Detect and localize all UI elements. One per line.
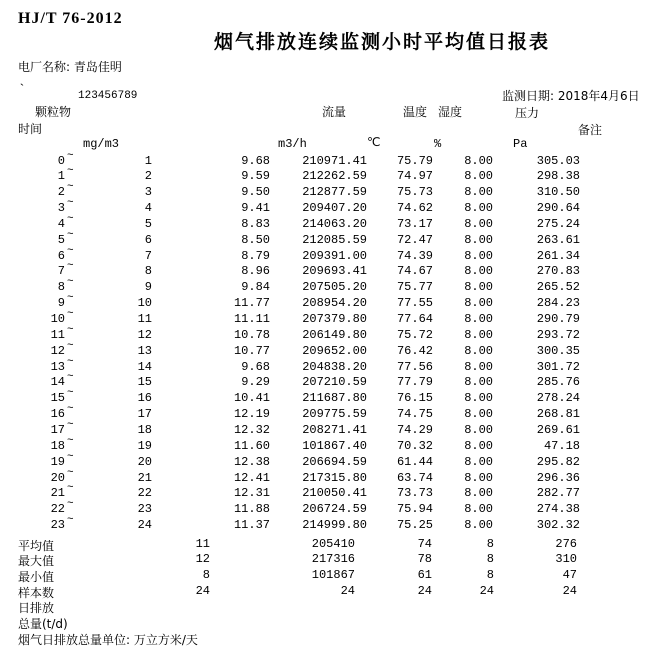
unit-note-value: 万立方米/天 [133, 633, 198, 647]
tilde-separator: ~ [67, 308, 74, 320]
temperature-value: 61.44 [396, 454, 433, 469]
table-row [0, 339, 664, 359]
temperature-value: 73.17 [396, 216, 433, 231]
hour-end: 2 [144, 169, 152, 184]
col-header-time: 时间 [18, 122, 43, 136]
summary-temperature: 61 [417, 568, 432, 583]
unit-humidity: % [434, 137, 442, 151]
hour-end: 18 [137, 422, 152, 437]
particulate-value: 9.41 [241, 201, 270, 216]
hour-end: 23 [137, 502, 152, 517]
flow-value: 217315.80 [302, 470, 367, 485]
summary-humidity: 8 [486, 568, 494, 583]
hour-start: 12 [50, 343, 65, 358]
tilde-separator: ~ [67, 450, 74, 463]
table-row [0, 355, 664, 375]
humidity-value: 8.00 [464, 169, 493, 184]
report-title: 烟气排放连续监测小时平均值日报表 [214, 31, 551, 53]
summary-temperature: 74 [417, 536, 432, 551]
summary-row [0, 552, 664, 567]
tilde-separator: ~ [67, 323, 74, 336]
col-header-particulate: 颗粒物 [35, 105, 72, 119]
particulate-value: 12.19 [233, 407, 270, 422]
col-header-flow: 流量 [322, 105, 347, 119]
flow-value: 212877.59 [302, 185, 367, 200]
temperature-value: 76.15 [396, 391, 433, 406]
hour-start: 7 [57, 264, 65, 279]
hour-start: 20 [50, 470, 65, 485]
temperature-value: 77.79 [396, 375, 433, 390]
table-row [0, 482, 664, 501]
standard-code: HJ/T 76-2012 [18, 10, 123, 27]
flow-value: 101867.40 [302, 438, 367, 453]
hour-start: 0 [57, 153, 65, 168]
flow-value: 211687.80 [302, 391, 367, 406]
summary-row [0, 584, 664, 599]
particulate-value: 10.78 [233, 327, 270, 342]
table-row [0, 260, 664, 279]
humidity-value: 8.00 [464, 407, 493, 422]
hour-end: 1 [144, 153, 152, 168]
particulate-value: 11.37 [233, 518, 270, 533]
hour-end: 9 [144, 280, 152, 295]
unit-temperature: ℃ [367, 135, 381, 149]
temperature-value: 74.67 [396, 264, 433, 279]
table-row [0, 149, 664, 169]
hour-end: 8 [144, 264, 152, 279]
table-row [0, 403, 664, 422]
table-row [0, 514, 664, 533]
pressure-value: 290.79 [536, 312, 580, 326]
hour-end: 16 [137, 391, 152, 406]
summary-pressure: 47 [562, 568, 577, 583]
hour-start: 11 [50, 327, 65, 342]
table-row [0, 418, 664, 438]
plant-name-line [18, 58, 122, 75]
pressure-value: 47.18 [543, 438, 580, 453]
humidity-value: 8.00 [464, 343, 493, 358]
humidity-value: 8.00 [464, 232, 493, 247]
summary-flow: 24 [340, 584, 355, 599]
hour-end: 24 [137, 518, 152, 533]
station-code: 123456789 [78, 90, 138, 102]
hour-start: 4 [57, 216, 65, 231]
table-row [0, 212, 664, 232]
flow-value: 209775.59 [302, 407, 367, 422]
pressure-value: 293.72 [536, 327, 580, 342]
unit-note-line [18, 631, 198, 648]
hour-end: 4 [144, 201, 152, 216]
flow-value: 206724.59 [302, 502, 367, 517]
hour-end: 14 [137, 359, 152, 374]
humidity-value: 8.00 [464, 438, 493, 453]
pressure-value: 261.34 [536, 248, 580, 263]
particulate-value: 9.59 [241, 169, 270, 184]
flow-value: 207210.59 [302, 375, 367, 390]
particulate-value: 12.41 [233, 470, 270, 485]
temperature-value: 76.42 [396, 343, 433, 358]
pressure-value: 268.81 [536, 407, 580, 422]
summary-temperature: 78 [417, 552, 432, 567]
monitor-date-label: 监测日期: [502, 89, 555, 103]
hour-start: 14 [50, 375, 65, 390]
particulate-value: 9.29 [241, 375, 270, 390]
table-row [0, 434, 664, 454]
flow-value: 207379.80 [302, 312, 367, 326]
particulate-value: 8.96 [241, 264, 270, 279]
pressure-value: 265.52 [536, 280, 580, 295]
hour-start: 13 [50, 359, 65, 374]
unit-particulate: mg/m3 [83, 137, 120, 151]
flow-value: 204838.20 [302, 359, 367, 374]
pressure-value: 278.24 [536, 391, 580, 406]
flow-value: 210050.41 [302, 486, 367, 501]
pressure-value: 275.24 [536, 216, 580, 231]
pressure-value: 296.36 [536, 470, 580, 485]
tilde-separator: ~ [67, 197, 74, 210]
summary-pressure: 276 [555, 536, 577, 551]
flow-value: 206694.59 [302, 454, 367, 469]
hour-start: 17 [50, 422, 65, 437]
hour-start: 5 [57, 232, 65, 247]
temperature-value: 77.64 [396, 312, 433, 326]
particulate-value: 9.50 [241, 185, 270, 200]
pressure-value: 269.61 [536, 422, 580, 437]
unit-flow: m3/h [278, 137, 307, 151]
hour-start: 3 [57, 201, 65, 216]
pressure-value: 284.23 [536, 296, 580, 311]
flow-value: 214999.80 [302, 518, 367, 533]
summary-flow: 205410 [311, 536, 355, 551]
humidity-value: 8.00 [464, 216, 493, 231]
summary-pressure: 310 [555, 552, 577, 567]
temperature-value: 77.56 [396, 359, 433, 374]
tilde-separator: ~ [67, 292, 74, 305]
humidity-value: 8.00 [464, 375, 493, 390]
temperature-value: 75.25 [396, 518, 433, 533]
flow-value: 209391.00 [302, 248, 367, 263]
tilde-separator: ~ [67, 260, 74, 273]
table-row [0, 450, 664, 470]
pressure-value: 290.64 [536, 201, 580, 216]
flow-value: 208271.41 [302, 422, 367, 437]
hour-end: 7 [144, 248, 152, 263]
plant-name-label: 电厂名称: [18, 60, 71, 74]
hour-start: 9 [57, 296, 65, 311]
col-header-humidity: 湿度 [438, 105, 463, 119]
tilde-separator: ~ [67, 498, 74, 511]
flow-value: 209407.20 [302, 201, 367, 216]
col-header-pressure: 压力 [515, 106, 540, 120]
summary-particulate: 12 [195, 552, 210, 567]
tilde-separator: ~ [67, 482, 74, 495]
table-row [0, 276, 664, 295]
particulate-value: 11.60 [233, 438, 270, 453]
temperature-value: 73.73 [396, 486, 433, 501]
temperature-value: 75.94 [396, 502, 433, 517]
humidity-value: 8.00 [464, 280, 493, 295]
hour-start: 6 [57, 248, 65, 263]
summary-humidity: 8 [486, 552, 494, 567]
humidity-value: 8.00 [464, 201, 493, 216]
hour-end: 3 [144, 185, 152, 200]
summary-particulate: 11 [195, 536, 210, 551]
tilde-separator: ~ [67, 228, 74, 241]
temperature-value: 75.79 [396, 153, 433, 168]
summary-humidity: 24 [479, 584, 494, 599]
hour-start: 16 [50, 407, 65, 422]
summary-label: 最大值 [18, 554, 55, 569]
pressure-value: 305.03 [536, 153, 580, 168]
tilde-separator: ~ [67, 212, 74, 225]
tilde-separator: ~ [67, 181, 74, 194]
flow-value: 210971.41 [302, 153, 367, 168]
particulate-value: 12.31 [233, 486, 270, 501]
humidity-value: 8.00 [464, 502, 493, 517]
flow-value: 208954.20 [302, 296, 367, 311]
humidity-value: 8.00 [464, 312, 493, 326]
humidity-value: 8.00 [464, 359, 493, 374]
hour-end: 11 [137, 312, 152, 326]
humidity-value: 8.00 [464, 470, 493, 485]
pressure-value: 285.76 [536, 375, 580, 390]
tilde-separator: ~ [67, 244, 74, 257]
tilde-separator: ~ [67, 466, 74, 479]
tilde-separator: ~ [67, 339, 74, 352]
pressure-value: 300.35 [536, 343, 580, 358]
tilde-separator: ~ [67, 371, 74, 384]
humidity-value: 8.00 [464, 327, 493, 342]
table-row [0, 197, 664, 216]
humidity-value: 8.00 [464, 518, 493, 533]
temperature-value: 75.73 [396, 185, 433, 200]
particulate-value: 9.68 [241, 153, 270, 168]
flow-value: 209693.41 [302, 264, 367, 279]
summary-humidity: 8 [486, 536, 494, 551]
flow-value: 209652.00 [302, 343, 367, 358]
tilde-separator: ~ [67, 276, 74, 289]
table-row [0, 244, 664, 264]
tilde-separator: ~ [67, 418, 74, 431]
temperature-value: 63.74 [396, 470, 433, 485]
hour-end: 12 [137, 327, 152, 342]
hour-start: 19 [50, 454, 65, 469]
temperature-value: 75.72 [396, 327, 433, 342]
summary-flow: 217316 [311, 552, 355, 567]
particulate-value: 10.77 [233, 343, 270, 358]
temperature-value: 74.39 [396, 248, 433, 263]
table-row [0, 228, 664, 248]
hour-end: 19 [137, 438, 152, 453]
pressure-value: 310.50 [536, 185, 580, 200]
temperature-value: 74.29 [396, 422, 433, 437]
summary-label: 最小值 [18, 570, 55, 585]
pressure-value: 263.61 [536, 232, 580, 247]
hour-start: 1 [57, 169, 65, 184]
pressure-value: 301.72 [536, 359, 580, 374]
tilde-separator: ~ [67, 514, 74, 527]
flow-value: 214063.20 [302, 216, 367, 231]
pressure-value: 302.32 [536, 518, 580, 533]
summary-particulate: 8 [202, 568, 210, 583]
col-header-remark: 备注 [578, 123, 603, 137]
unit-note-label: 烟气日排放总量单位: [18, 633, 131, 647]
hour-end: 15 [137, 375, 152, 390]
tilde-separator: ~ [67, 403, 74, 416]
col-header-temperature: 温度 [403, 105, 428, 119]
particulate-value: 12.38 [233, 454, 270, 469]
tilde-separator: ~ [67, 165, 74, 178]
pressure-value: 270.83 [536, 264, 580, 279]
summary-label: 平均值 [18, 538, 55, 553]
particulate-value: 11.77 [233, 296, 270, 311]
temperature-value: 74.97 [396, 169, 433, 184]
particulate-value: 9.68 [241, 359, 270, 374]
hour-start: 10 [50, 312, 65, 326]
flow-value: 212085.59 [302, 232, 367, 247]
summary-particulate: 24 [195, 584, 210, 599]
table-row [0, 323, 664, 343]
table-row [0, 292, 664, 311]
hour-end: 13 [137, 343, 152, 358]
summary-label: 样本数 [18, 586, 55, 601]
temperature-value: 74.62 [396, 201, 433, 216]
humidity-value: 8.00 [464, 486, 493, 501]
summary-row [0, 537, 664, 552]
tilde-separator: ~ [67, 149, 74, 162]
tilde-separator: ~ [67, 434, 74, 447]
pressure-value: 274.38 [536, 502, 580, 517]
monitor-date-value: 2018年4月6日 [557, 89, 640, 103]
temperature-value: 74.75 [396, 407, 433, 422]
hour-end: 6 [144, 232, 152, 247]
summary-flow: 101867 [311, 568, 355, 583]
hour-start: 2 [57, 185, 65, 200]
flow-value: 207505.20 [302, 280, 367, 295]
hour-end: 17 [137, 407, 152, 422]
particulate-value: 8.79 [241, 248, 270, 263]
table-row [0, 466, 664, 486]
particulate-value: 8.83 [241, 216, 270, 231]
humidity-value: 8.00 [464, 248, 493, 263]
hour-end: 20 [137, 454, 152, 469]
particulate-value: 10.41 [233, 391, 270, 406]
humidity-value: 8.00 [464, 454, 493, 469]
flow-value: 212262.59 [302, 169, 367, 184]
hour-start: 23 [50, 518, 65, 533]
unit-pressure: Pa [513, 137, 528, 151]
table-row [0, 371, 664, 390]
humidity-value: 8.00 [464, 264, 493, 279]
humidity-value: 8.00 [464, 422, 493, 437]
temperature-value: 72.47 [396, 232, 433, 247]
hour-end: 21 [137, 470, 152, 485]
hour-start: 22 [50, 502, 65, 517]
tilde-separator: ~ [67, 387, 74, 400]
hour-end: 5 [144, 216, 152, 231]
particulate-value: 8.50 [241, 232, 270, 247]
tilde-separator: ~ [67, 355, 74, 368]
hour-start: 18 [50, 438, 65, 453]
particulate-value: 11.88 [233, 502, 270, 517]
table-row [0, 181, 664, 200]
tick-mark: ` [18, 82, 26, 97]
pressure-value: 298.38 [536, 169, 580, 184]
temperature-value: 75.77 [396, 280, 433, 295]
hour-end: 10 [137, 296, 152, 311]
monitor-date-line [502, 87, 640, 104]
summary-pressure: 24 [562, 584, 577, 599]
humidity-value: 8.00 [464, 296, 493, 311]
daily-emission-label-line2: 总量(t/d) [18, 617, 68, 631]
table-row [0, 387, 664, 406]
hour-start: 15 [50, 391, 65, 406]
temperature-value: 70.32 [396, 438, 433, 453]
flow-value: 206149.80 [302, 327, 367, 342]
daily-emission-label-line1: 日排放 [18, 601, 55, 615]
particulate-value: 11.11 [233, 312, 270, 326]
particulate-value: 9.84 [241, 280, 270, 295]
temperature-value: 77.55 [396, 296, 433, 311]
pressure-value: 295.82 [536, 454, 580, 469]
table-row [0, 308, 664, 327]
hour-start: 8 [57, 280, 65, 295]
hour-end: 22 [137, 486, 152, 501]
summary-temperature: 24 [417, 584, 432, 599]
humidity-value: 8.00 [464, 185, 493, 200]
table-row [0, 165, 664, 184]
pressure-value: 282.77 [536, 486, 580, 501]
hour-start: 21 [50, 486, 65, 501]
table-row [0, 498, 664, 517]
particulate-value: 12.32 [233, 422, 270, 437]
humidity-value: 8.00 [464, 153, 493, 168]
humidity-value: 8.00 [464, 391, 493, 406]
summary-row [0, 568, 664, 583]
plant-name-value: 青岛佳明 [73, 60, 122, 74]
